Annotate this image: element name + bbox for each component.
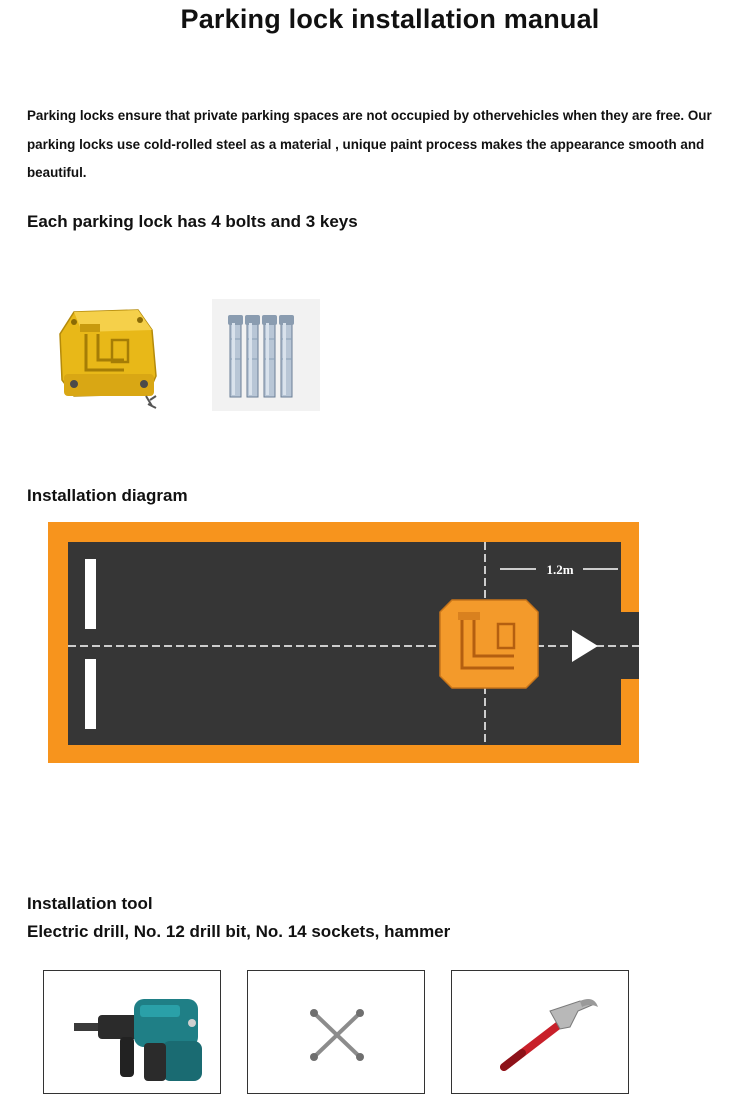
stop-line-top [85,559,96,629]
parking-lock-image [52,300,164,420]
diagram-heading: Installation diagram [27,486,188,505]
tools-list: Electric drill, No. 12 drill bit, No. 14 sockets, hammer [27,922,451,941]
hammer-image [452,971,630,1095]
installation-diagram [48,522,639,763]
page-title: Parking lock installation manual [180,4,600,34]
intro-paragraph: Parking locks ensure that private parking spaces are not occupied by othervehicles when they are free. Our parking locks use cold-rolled steel as a material , unique paint process makes the appearance smooth and beautiful. [27,108,712,180]
tools-heading: Installation tool [27,894,153,913]
cross-wrench-image [248,971,426,1095]
parking-lock-top-view [440,600,538,688]
package-heading: Each parking lock has 4 bolts and 3 keys [27,212,358,231]
bolts-image [212,299,320,411]
electric-drill-image [44,971,222,1095]
stop-line-bottom [85,659,96,729]
hammer-panel [451,970,629,1094]
distance-label: 1.2m [546,562,574,577]
cross-wrench-panel [247,970,425,1094]
electric-drill-panel [43,970,221,1094]
